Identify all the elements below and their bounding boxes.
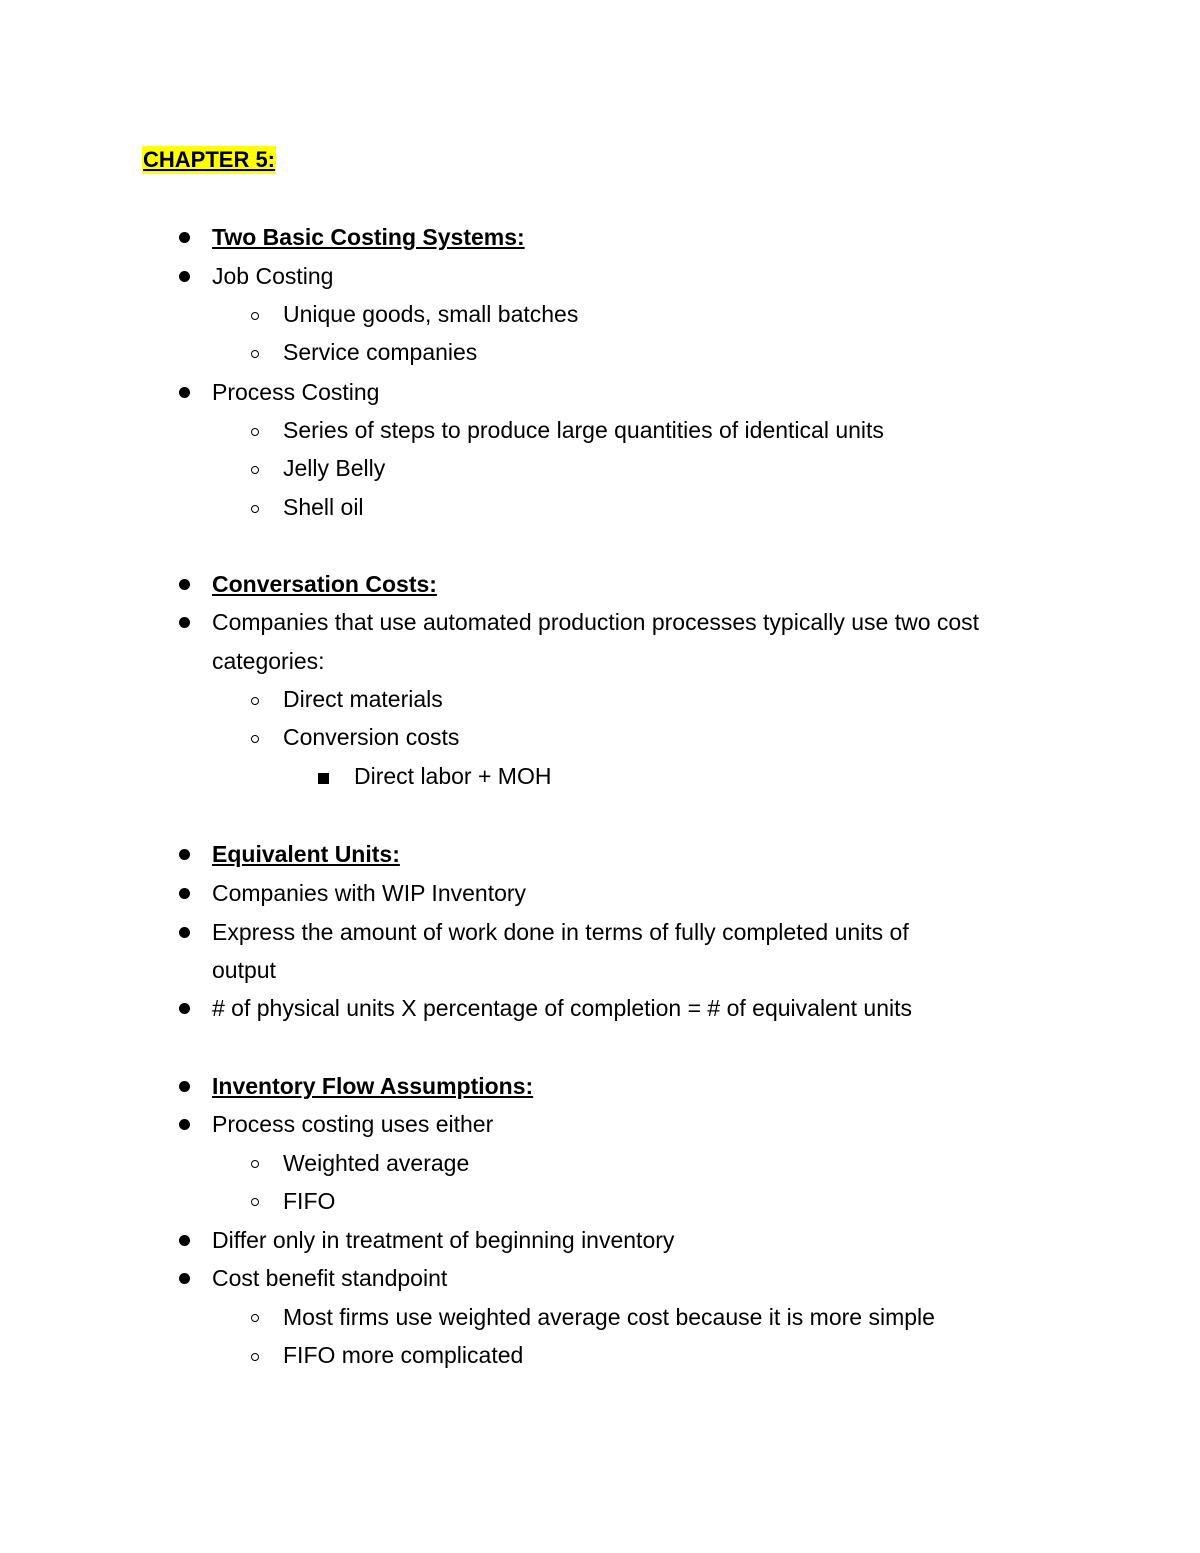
list-item-differ: Differ only in treatment of beginning inventory (212, 1227, 675, 1253)
chapter-title: CHAPTER 5: (143, 147, 276, 172)
list-item-most-firms: Most firms use weighted average cost because it is more simple (283, 1304, 935, 1330)
bullet-icon (179, 1235, 190, 1246)
bullet-icon (179, 387, 190, 398)
list-item-fifo-complicated: FIFO more complicated (283, 1342, 524, 1368)
bullet-icon (179, 1081, 190, 1092)
list-item-direct-materials: Direct materials (283, 686, 443, 712)
bullet-icon (179, 617, 190, 628)
hollow-bullet-icon (251, 697, 259, 705)
bullet-icon (179, 1119, 190, 1130)
list-item-jelly-belly: Jelly Belly (283, 455, 386, 481)
list-item-shell-oil: Shell oil (283, 494, 364, 520)
list-item-process-costing: Process Costing (212, 379, 380, 405)
bullet-icon (179, 849, 190, 860)
square-bullet-icon (318, 773, 329, 784)
list-item-express-line-1: Express the amount of work done in terms of fully completed units of (212, 919, 909, 945)
list-item-series-of-steps: Series of steps to produce large quantities of identical units (283, 417, 884, 443)
list-item-process-costing-either: Process costing uses either (212, 1111, 494, 1137)
hollow-bullet-icon (251, 350, 259, 358)
hollow-bullet-icon (251, 466, 259, 474)
hollow-bullet-icon (251, 1160, 259, 1168)
list-item-automated-line-2: categories: (212, 648, 325, 674)
bullet-icon (179, 271, 190, 282)
hollow-bullet-icon (251, 1198, 259, 1206)
list-item-fifo: FIFO (283, 1188, 336, 1214)
section-heading-costing-systems: Two Basic Costing Systems: (212, 224, 525, 250)
list-item-cost-benefit: Cost benefit standpoint (212, 1265, 448, 1291)
list-item-wip-inventory: Companies with WIP Inventory (212, 880, 527, 906)
list-item-conversion-costs: Conversion costs (283, 724, 460, 750)
list-item-service-companies: Service companies (283, 339, 478, 365)
bullet-icon (179, 1003, 190, 1014)
section-heading-conversation-costs: Conversation Costs: (212, 571, 437, 597)
list-item-weighted-average: Weighted average (283, 1150, 470, 1176)
bullet-icon (179, 888, 190, 899)
hollow-bullet-icon (251, 312, 259, 320)
hollow-bullet-icon (251, 1353, 259, 1361)
list-item-automated-line-1: Companies that use automated production processes typically use two cost (212, 609, 980, 635)
bullet-icon (179, 232, 190, 243)
list-item-unique-goods: Unique goods, small batches (283, 301, 579, 327)
hollow-bullet-icon (251, 735, 259, 743)
hollow-bullet-icon (251, 428, 259, 436)
section-heading-equivalent-units: Equivalent Units: (212, 841, 400, 867)
list-item-formula: # of physical units X percentage of completion = # of equivalent units (212, 995, 913, 1021)
bullet-icon (179, 579, 190, 590)
list-item-job-costing: Job Costing (212, 263, 334, 289)
hollow-bullet-icon (251, 1314, 259, 1322)
bullet-icon (179, 927, 190, 938)
bullet-icon (179, 1273, 190, 1284)
section-heading-inventory-flow: Inventory Flow Assumptions: (212, 1073, 534, 1099)
hollow-bullet-icon (251, 505, 259, 513)
list-item-direct-labor-moh: Direct labor + MOH (354, 763, 552, 789)
list-item-express-line-2: output (212, 957, 276, 983)
